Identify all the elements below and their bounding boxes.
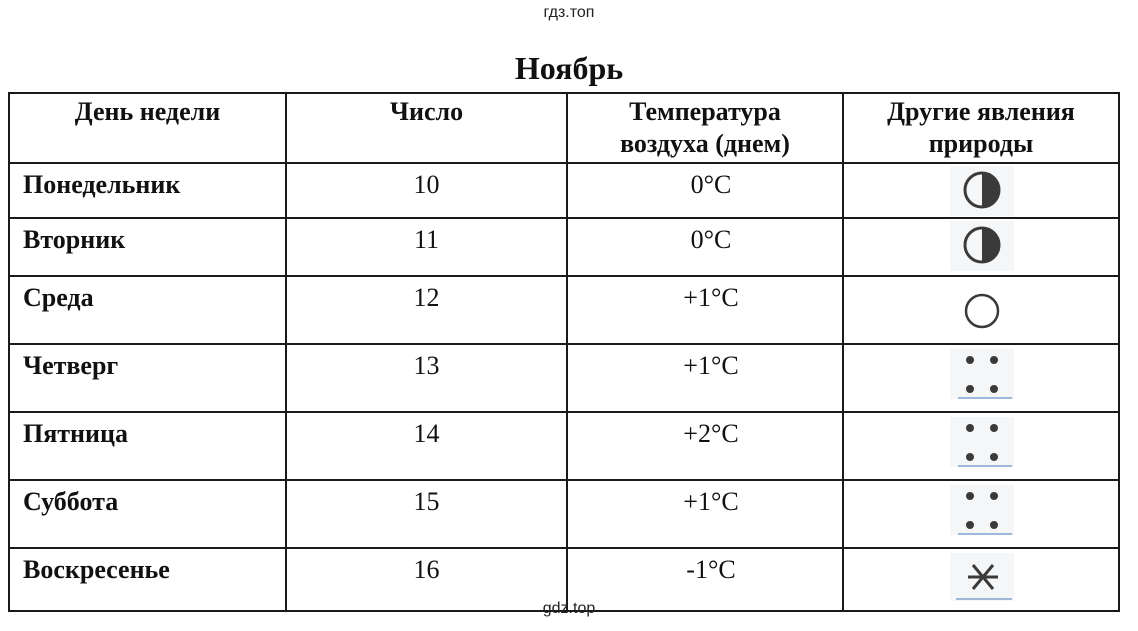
day-cell: Воскресенье — [9, 548, 286, 611]
half-cloudy-icon — [950, 221, 1014, 271]
header-number — [286, 93, 567, 163]
number-cell: 14 — [286, 412, 567, 480]
phenomena-cell — [843, 163, 1119, 218]
snow-icon — [950, 553, 1014, 601]
watermark-top: гдз.топ — [543, 4, 595, 21]
temperature-cell: +2°C — [567, 412, 843, 480]
number-cell: 12 — [286, 276, 567, 344]
header-temperature-line2: воздуха (днем) — [620, 129, 790, 158]
table-row — [9, 276, 1119, 344]
number-cell: 13 — [286, 344, 567, 412]
phenomena-cell — [843, 480, 1119, 548]
temperature-cell: 0°C — [567, 163, 843, 218]
header-temperature — [567, 93, 843, 163]
page-title: Ноябрь — [514, 50, 624, 86]
temperature-cell: +1°C — [567, 276, 843, 344]
day-cell: Среда — [9, 276, 286, 344]
phenomena-cell — [843, 344, 1119, 412]
temperature-cell: +1°C — [567, 480, 843, 548]
number-cell: 11 — [286, 218, 567, 276]
table-row — [9, 344, 1119, 412]
header-phenomena — [843, 93, 1119, 163]
table-row — [9, 163, 1119, 218]
temperature-cell: +1°C — [567, 344, 843, 412]
header-phenomena-line2: природы — [928, 129, 1034, 158]
header-day — [9, 93, 286, 163]
watermark-bottom: gdz.top — [542, 600, 596, 617]
day-cell: Суббота — [9, 480, 286, 548]
phenomena-cell — [843, 276, 1119, 344]
rain-icon — [950, 417, 1014, 467]
day-cell: Пятница — [9, 412, 286, 480]
header-temperature-line1: Температура — [629, 97, 781, 126]
half-cloudy-icon — [950, 166, 1014, 216]
header-number-label: Число — [389, 97, 464, 126]
temperature-cell: 0°C — [567, 218, 843, 276]
header-day-label: День недели — [74, 97, 221, 126]
temperature-cell: -1°C — [567, 548, 843, 611]
day-cell: Понедельник — [9, 163, 286, 218]
header-row — [9, 93, 1119, 163]
table-row — [9, 480, 1119, 548]
phenomena-cell — [843, 412, 1119, 480]
number-cell: 16 — [286, 548, 567, 611]
day-cell: Четверг — [9, 344, 286, 412]
table-row — [9, 412, 1119, 480]
day-cell: Вторник — [9, 218, 286, 276]
number-cell: 10 — [286, 163, 567, 218]
table-row — [9, 218, 1119, 276]
phenomena-cell — [843, 218, 1119, 276]
weather-table — [8, 92, 1120, 612]
header-phenomena-line1: Другие явления — [887, 97, 1075, 126]
rain-icon — [950, 349, 1014, 399]
cloudy-icon — [950, 285, 1014, 335]
number-cell: 15 — [286, 480, 567, 548]
rain-icon — [950, 485, 1014, 535]
